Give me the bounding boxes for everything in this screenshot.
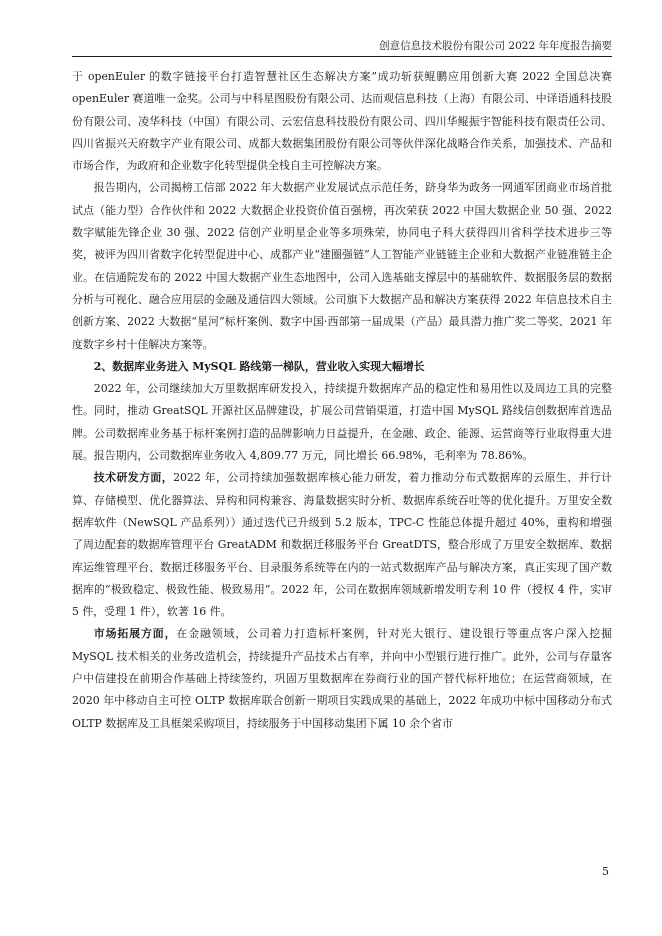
paragraph-openeuler: 于 openEuler 的数字链接平台打造智慧社区生态解决方案”成功斩获鲲鹏应用创新大赛 2022 全国总决赛 openEuler 赛道唯一金奖。公司与中科星图股份有限公司、达而观信息科技（上海）有限公司、中译语通科技股份有限公司、凌华科技（中国）有限公司、云宏信息科技股份有限公司、四川华鲲振宇智能科技有限责任公司、四川省振兴天府数字产业有限公司、成都大数据集团股份有限公司等伙伴深化战略合作关系，加强技术、产品和市场合作，为政府和企业数字化转型提供全栈自主可控解决方案。 [72,70,612,173]
paragraph-tech-rnd [72,467,612,623]
lead-market: 市场拓展方面， [93,627,177,641]
page-header [72,40,612,57]
section-heading-database: 2、数据库业务进入 MySQL 路线第一梯队，营业收入实现大幅增长 [93,359,425,373]
paragraph-achievements: 报告期内，公司揭榜工信部 2022 年大数据产业发展试点示范任务，跻身华为政务一网通军团商业市场首批试点（能力型）合作伙伴和 2022 大数据企业投资价值百强榜，再次荣获 2022 中国大数据企业 50 强、2022 数字赋能先锋企业 30 强、2022 信创产业明星企业等多项殊荣，协同电子科大获得四川省科学技术进步三等奖，被评为四川省数字化转型促进中心、成都产业“建圈强链”人工智能产业链链主企业和大数据产业链准链主企业。在信通院发布的 2022 中国大数据产业生态地图中，公司入选基础支撑层中的基础软件、数据服务层的数据分析与可视化、融合应用层的金融及通信四大领域。公司旗下大数据产品和解决方案获得 2022 年信息技术自主创新方案、2022 大数据“星河”标杆案例、数字中国·西部第一届成果（产品）最具潜力推广奖二等奖、2021 年度数字乡村十佳解决方案等。 [72,181,612,351]
text-tech-rnd: 2022 年，公司持续加强数据库核心能力研发，着力推动分布式数据库的云原生、并行计算、存储模型、优化器算法、异构和同构兼容、海量数据实时分析、数据库系统吞吐等的优化提升。万里安全数据库软件（NewSQL 产品系列））通过迭代已升级到 5.2 版本，TPC-C 性能总体提升超过 40%，重构和增强了周边配套的数据库管理平台 GreatADM 和数据迁移服务平台 GreatDTS，整合形成了万里安全数据库、数据库运维管理平台、数据迁移服务平台、目录服务系统等在内的一站式数据库产品与解决方案，真正实现了国产数据库的“极致稳定、极致性能、极致易用”。2022 年，公司在数据库领域新增发明专利 10 件（授权 4 件，实审 5 件，受理 1 件），软著 16 件。 [72,471,612,619]
document-body [72,66,612,735]
paragraph-database-revenue: 2022 年，公司继续加大万里数据库研发投入，持续提升数据库产品的稳定性和易用性以及周边工具的完整性。同时，推动 GreatSQL 开源社区品牌建设，扩展公司营销渠道，打造中国 MySQL 路线信创数据库首选品牌。公司数据库业务基于标杆案例打造的品牌影响力日益提升，在金融、政企、能源、运营商等行业取得重大进展。报告期内，公司数据库业务收入 4,809.77 万元，同比增长 66.98%，毛利率为 78.86%。 [72,382,612,463]
report-title: 创意信息技术股份有限公司 2022 年年度报告摘要 [379,40,612,52]
lead-tech-rnd: 技术研发方面， [93,471,174,485]
paragraph-market [72,623,612,734]
text-market: 在金融领域，公司着力打造标杆案例，针对光大银行、建设银行等重点客户深入挖掘 MySQL 技术相关的业务改造机会，持续提升产品技术占有率，并向中小型银行进行推广。此外，公司与存量客户中信建投在前期合作基础上持续签约，巩固万里数据库在券商行业的国产替代标杆地位；在运营商领域，在 2020 年中移动自主可控 OLTP 数据库联合创新一期项目实践成果的基础上，2022 年成功中标中国移动分布式 OLTP 数据库及工具框架采购项目，持续服务于中国移动集团下属 10 余个省市 [72,627,612,730]
page-number: 5 [602,865,609,878]
